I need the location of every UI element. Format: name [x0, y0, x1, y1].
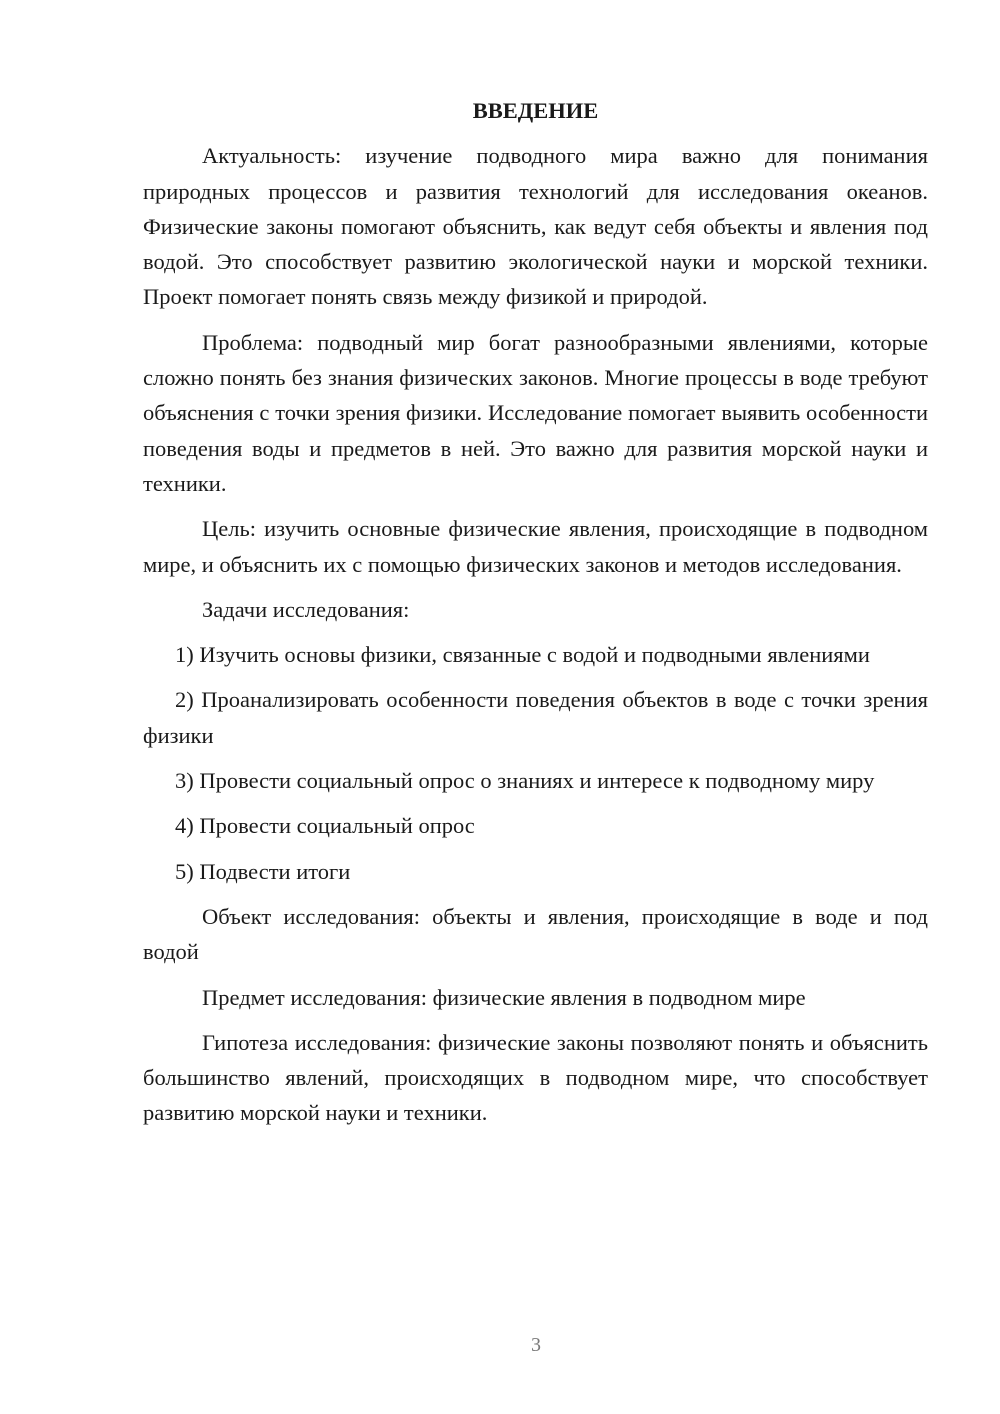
page-title: ВВЕДЕНИЕ	[472, 98, 599, 123]
task-item: 5) Подвести итоги	[175, 858, 351, 884]
goal-paragraph: Цель: изучить основные физические явления, происходящие в подводном мире, и объяснить их с помощью физических законов и методов исследования.	[143, 516, 928, 577]
tasks-heading: Задачи исследования:	[202, 596, 410, 622]
page-number: 3	[531, 1334, 541, 1356]
hypothesis-paragraph: Гипотеза исследования: физические законы позволяют понять и объяснить большинство явлений, происходящих в подводном мире, что способствует развитию морской науки и техники.	[143, 1029, 928, 1126]
task-item: 3) Провести социальный опрос о знаниях и интересе к подводному миру	[175, 768, 875, 794]
page-content	[143, 93, 928, 1141]
task-item: 4) Провести социальный опрос	[175, 813, 475, 839]
relevance-paragraph: Актуальность: изучение подводного мира важно для понимания природных процессов и развития технологий для исследования океанов. Физические законы помогают объяснить, как ведут себя объекты и явления под водой. Это способствует развитию экологической науки и морской техники. Проект помогает понять связь между физикой и природой.	[143, 143, 928, 310]
subject-paragraph: Предмет исследования: физические явления в подводном мире	[202, 984, 806, 1010]
object-paragraph: Объект исследования: объекты и явления, происходящие в воде и под водой	[143, 903, 928, 965]
task-item: 2) Проанализировать особенности поведения объектов в воде с точки зрения физики	[143, 687, 928, 748]
problem-paragraph: Проблема: подводный мир богат разнообразными явлениями, которые сложно понять без знания физических законов. Многие процессы в воде требуют объяснения с точки зрения физики. Исследование помогает выявить особенности поведения воды и предметов в ней. Это важно для развития морской науки и техники.	[143, 329, 928, 496]
task-item: 1) Изучить основы физики, связанные с водой и подводными явлениями	[175, 642, 870, 668]
